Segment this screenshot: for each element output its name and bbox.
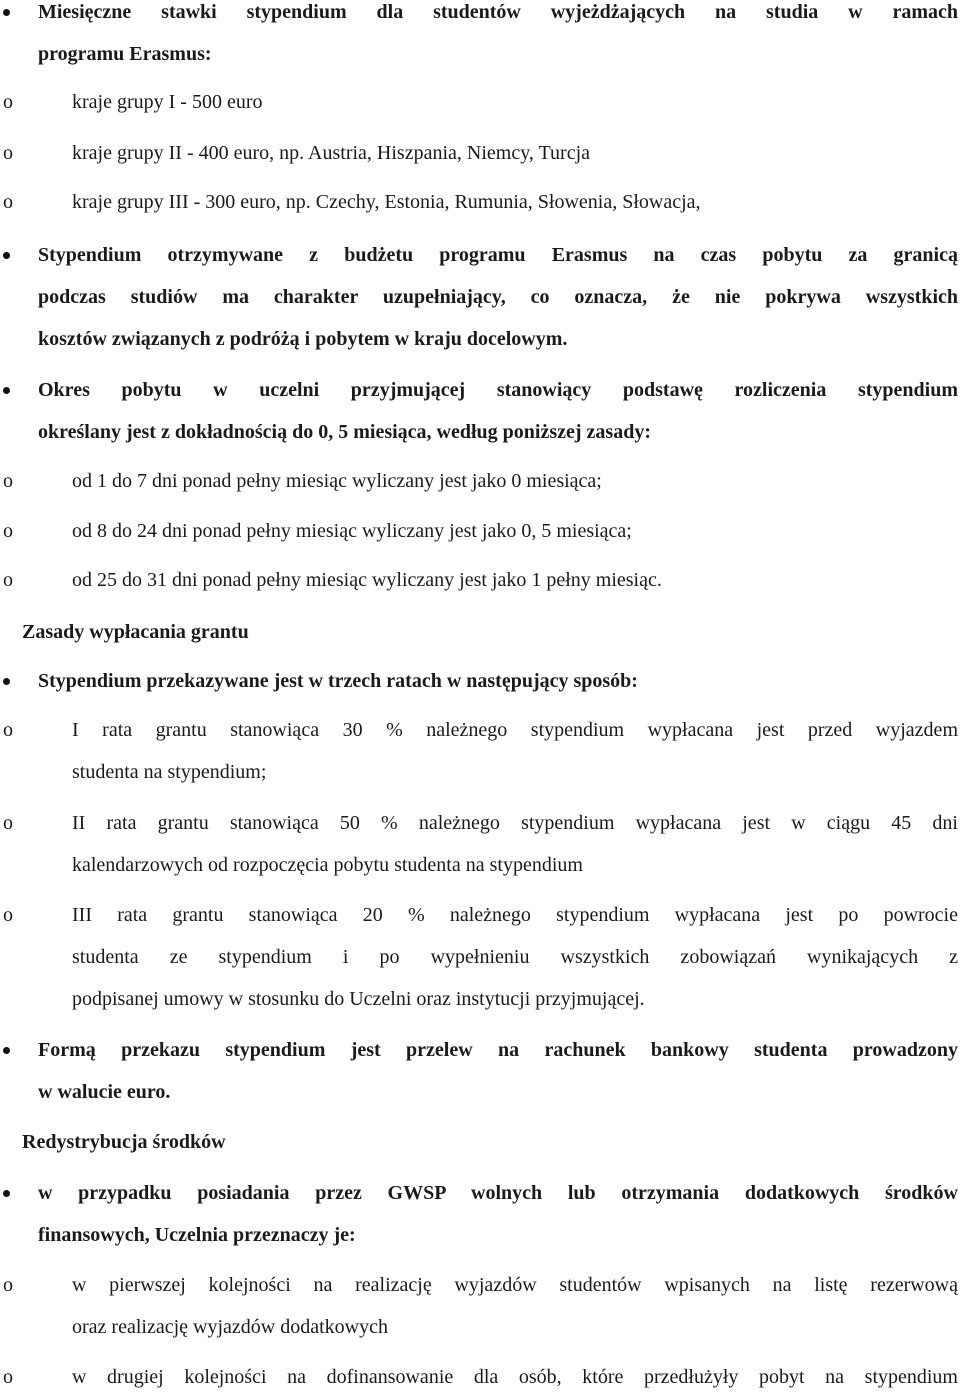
sub-bullet: o xyxy=(3,719,13,741)
text-line: Formą przekazu stypendium jest przelew na rachunek bankowy studenta prowadzony xyxy=(38,1039,958,1061)
sub-bullet: o xyxy=(3,1274,13,1296)
list-item-continuation: podpisanej umowy w stosunku do Uczelni oraz instytucji przyjmującej. xyxy=(72,988,645,1010)
sub-bullet: o xyxy=(3,520,13,542)
text-line: finansowych, Uczelnia przeznaczy je: xyxy=(38,1224,356,1246)
list-item: II rata grantu stanowiąca 50 % należnego stypendium wypłacana jest w ciągu 45 dni xyxy=(72,812,958,834)
bullet xyxy=(3,1190,10,1197)
bullet xyxy=(3,678,10,685)
list-item: od 1 do 7 dni ponad pełny miesiąc wyliczany jest jako 0 miesiąca; xyxy=(72,470,602,492)
list-item-continuation: studenta ze stypendium i po wypełnieniu wszystkich zobowiązań wynikających z xyxy=(72,946,958,968)
sub-bullet: o xyxy=(3,142,13,164)
list-item: I rata grantu stanowiąca 30 % należnego stypendium wypłacana jest przed wyjazdem xyxy=(72,719,958,741)
list-item-continuation: studenta na stypendium; xyxy=(72,761,267,783)
list-item-continuation: kalendarzowych od rozpoczęcia pobytu studenta na stypendium xyxy=(72,854,583,876)
text-line: kosztów związanych z podróżą i pobytem w kraju docelowym. xyxy=(38,328,568,350)
list-item: kraje grupy I - 500 euro xyxy=(72,91,263,113)
list-item: od 25 do 31 dni ponad pełny miesiąc wyliczany jest jako 1 pełny miesiąc. xyxy=(72,569,662,591)
sub-bullet: o xyxy=(3,91,13,113)
sub-bullet: o xyxy=(3,812,13,834)
list-item: III rata grantu stanowiąca 20 % należnego stypendium wypłacana jest po powrocie xyxy=(72,904,958,926)
list-item: kraje grupy III - 300 euro, np. Czechy, Estonia, Rumunia, Słowenia, Słowacja, xyxy=(72,191,701,213)
text-line: określany jest z dokładnością do 0, 5 miesiąca, według poniższej zasady: xyxy=(38,421,651,443)
sub-bullet: o xyxy=(3,191,13,213)
section-heading: Zasady wypłacania grantu xyxy=(22,621,249,643)
bullet xyxy=(3,252,10,259)
list-item: od 8 do 24 dni ponad pełny miesiąc wyliczany jest jako 0, 5 miesiąca; xyxy=(72,520,632,542)
text-line: Stypendium otrzymywane z budżetu programu Erasmus na czas pobytu za granicą xyxy=(38,244,958,266)
text-line: podczas studiów ma charakter uzupełniający, co oznacza, że nie pokrywa wszystkich xyxy=(38,286,958,308)
text-line: Okres pobytu w uczelni przyjmującej stanowiący podstawę rozliczenia stypendium xyxy=(38,379,958,401)
sub-bullet: o xyxy=(3,569,13,591)
sub-bullet: o xyxy=(3,904,13,926)
text-line: programu Erasmus: xyxy=(38,43,212,65)
text-line: w przypadku posiadania przez GWSP wolnych lub otrzymania dodatkowych środków xyxy=(38,1182,958,1204)
list-item-continuation: oraz realizację wyjazdów dodatkowych xyxy=(72,1316,388,1338)
bullet xyxy=(3,387,10,394)
text-line: w walucie euro. xyxy=(38,1081,171,1103)
bullet xyxy=(3,1047,10,1054)
section-heading: Redystrybucja środków xyxy=(22,1131,226,1153)
sub-bullet: o xyxy=(3,1366,13,1388)
bullet xyxy=(3,9,10,16)
list-item: w pierwszej kolejności na realizację wyjazdów studentów wpisanych na listę rezerwową xyxy=(72,1274,958,1296)
list-item: kraje grupy II - 400 euro, np. Austria, Hiszpania, Niemcy, Turcja xyxy=(72,142,591,164)
list-item: w drugiej kolejności na dofinansowanie dla osób, które przedłużyły pobyt na stypendium xyxy=(72,1366,958,1388)
text-line: Miesięczne stawki stypendium dla studentów wyjeżdżających na studia w ramach xyxy=(38,1,958,23)
sub-bullet: o xyxy=(3,470,13,492)
text-line: Stypendium przekazywane jest w trzech ratach w następujący sposób: xyxy=(38,670,638,692)
